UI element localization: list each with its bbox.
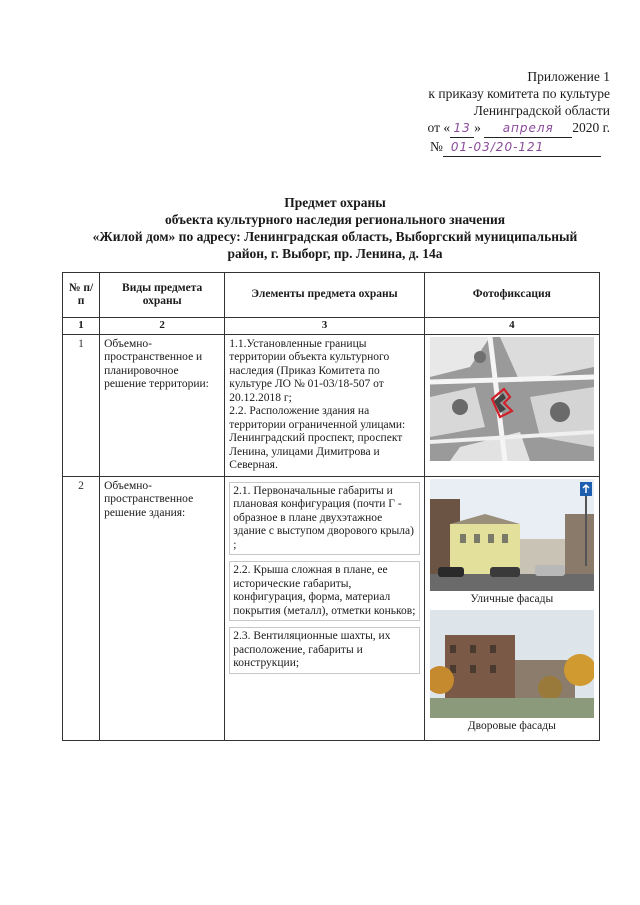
document-title [40, 194, 630, 262]
row-type: Объемно-пространственное решение здания: [100, 476, 225, 740]
title-line4: район, г. Выборг, пр. Ленина, д. 14а [227, 246, 443, 261]
table-row [63, 334, 600, 476]
row-number: 1 [63, 334, 100, 476]
protection-table [62, 272, 600, 741]
element-item: 2.1. Первоначальные габариты и плановая конфигурация (почти Г - образное в плане двухэтажное здание с выступом дворового крыла) ; [229, 482, 419, 556]
row-photo-cell [424, 476, 599, 740]
handwritten-day: 13 [450, 120, 474, 138]
title-line3: «Жилой дом» по адресу: Ленинградская область, Выборгский муниципальный [92, 229, 578, 244]
street-facade-photo [430, 479, 594, 591]
date-prefix: от « [427, 120, 451, 135]
col-number-2: 2 [100, 318, 225, 335]
photo-caption-courtyard: Дворовые фасады [467, 720, 556, 732]
table-header-row [63, 273, 600, 318]
row-elements [225, 476, 424, 740]
column-number-row [63, 318, 600, 335]
site-map-image [430, 337, 594, 461]
row-photo-cell [424, 334, 599, 476]
title-line2: объекта культурного наследия регионального значения [164, 212, 506, 227]
header-elements: Элементы предмета охраны [225, 273, 424, 318]
table-row [63, 476, 600, 740]
number-prefix: № [430, 139, 443, 154]
element-item: 2.3. Вентиляционные шахты, их расположение, габариты и конструкции; [229, 627, 419, 674]
title-line1: Предмет охраны [284, 195, 386, 210]
element-item: 2.2. Расположение здания на территории ограниченной улицами: Ленинградский проспект, проспект Ленина, улицами Димитрова и Северная. [229, 405, 406, 471]
appendix-line2: к приказу комитета по культуре [428, 86, 610, 101]
element-item: 1.1.Установленные границы территории объекта культурного наследия (Приказ Комитета по культуре ЛО № 01-03/18-507 от 20.12.2018 г; [229, 337, 390, 404]
courtyard-facade-photo [430, 610, 594, 718]
header-num: № п/п [63, 273, 100, 318]
col-number-3: 3 [225, 318, 424, 335]
header-photo: Фотофиксация [424, 273, 599, 318]
row-number: 2 [63, 476, 100, 740]
appendix-block [350, 68, 610, 157]
col-number-1: 1 [63, 318, 100, 335]
handwritten-month: апреля [484, 120, 572, 138]
header-type: Виды предмета охраны [100, 273, 225, 318]
photo-caption-street: Уличные фасады [470, 592, 554, 605]
appendix-line1: Приложение 1 [527, 69, 610, 84]
date-mid: » [474, 120, 481, 135]
appendix-number [350, 138, 610, 157]
appendix-date [350, 119, 610, 138]
row-type: Объемно-пространственное и планировочное решение территории: [100, 334, 225, 476]
date-year: 2020 г. [572, 120, 610, 135]
appendix-line3: Ленинградской области [473, 103, 610, 118]
col-number-4: 4 [424, 318, 599, 335]
element-item: 2.2. Крыша сложная в плане, ее исторические габариты, конфигурация, форма, материал покрытия (металл), отметки коньков; [229, 561, 419, 621]
handwritten-number: 01-03/20-121 [443, 139, 601, 157]
row-elements [225, 334, 424, 476]
